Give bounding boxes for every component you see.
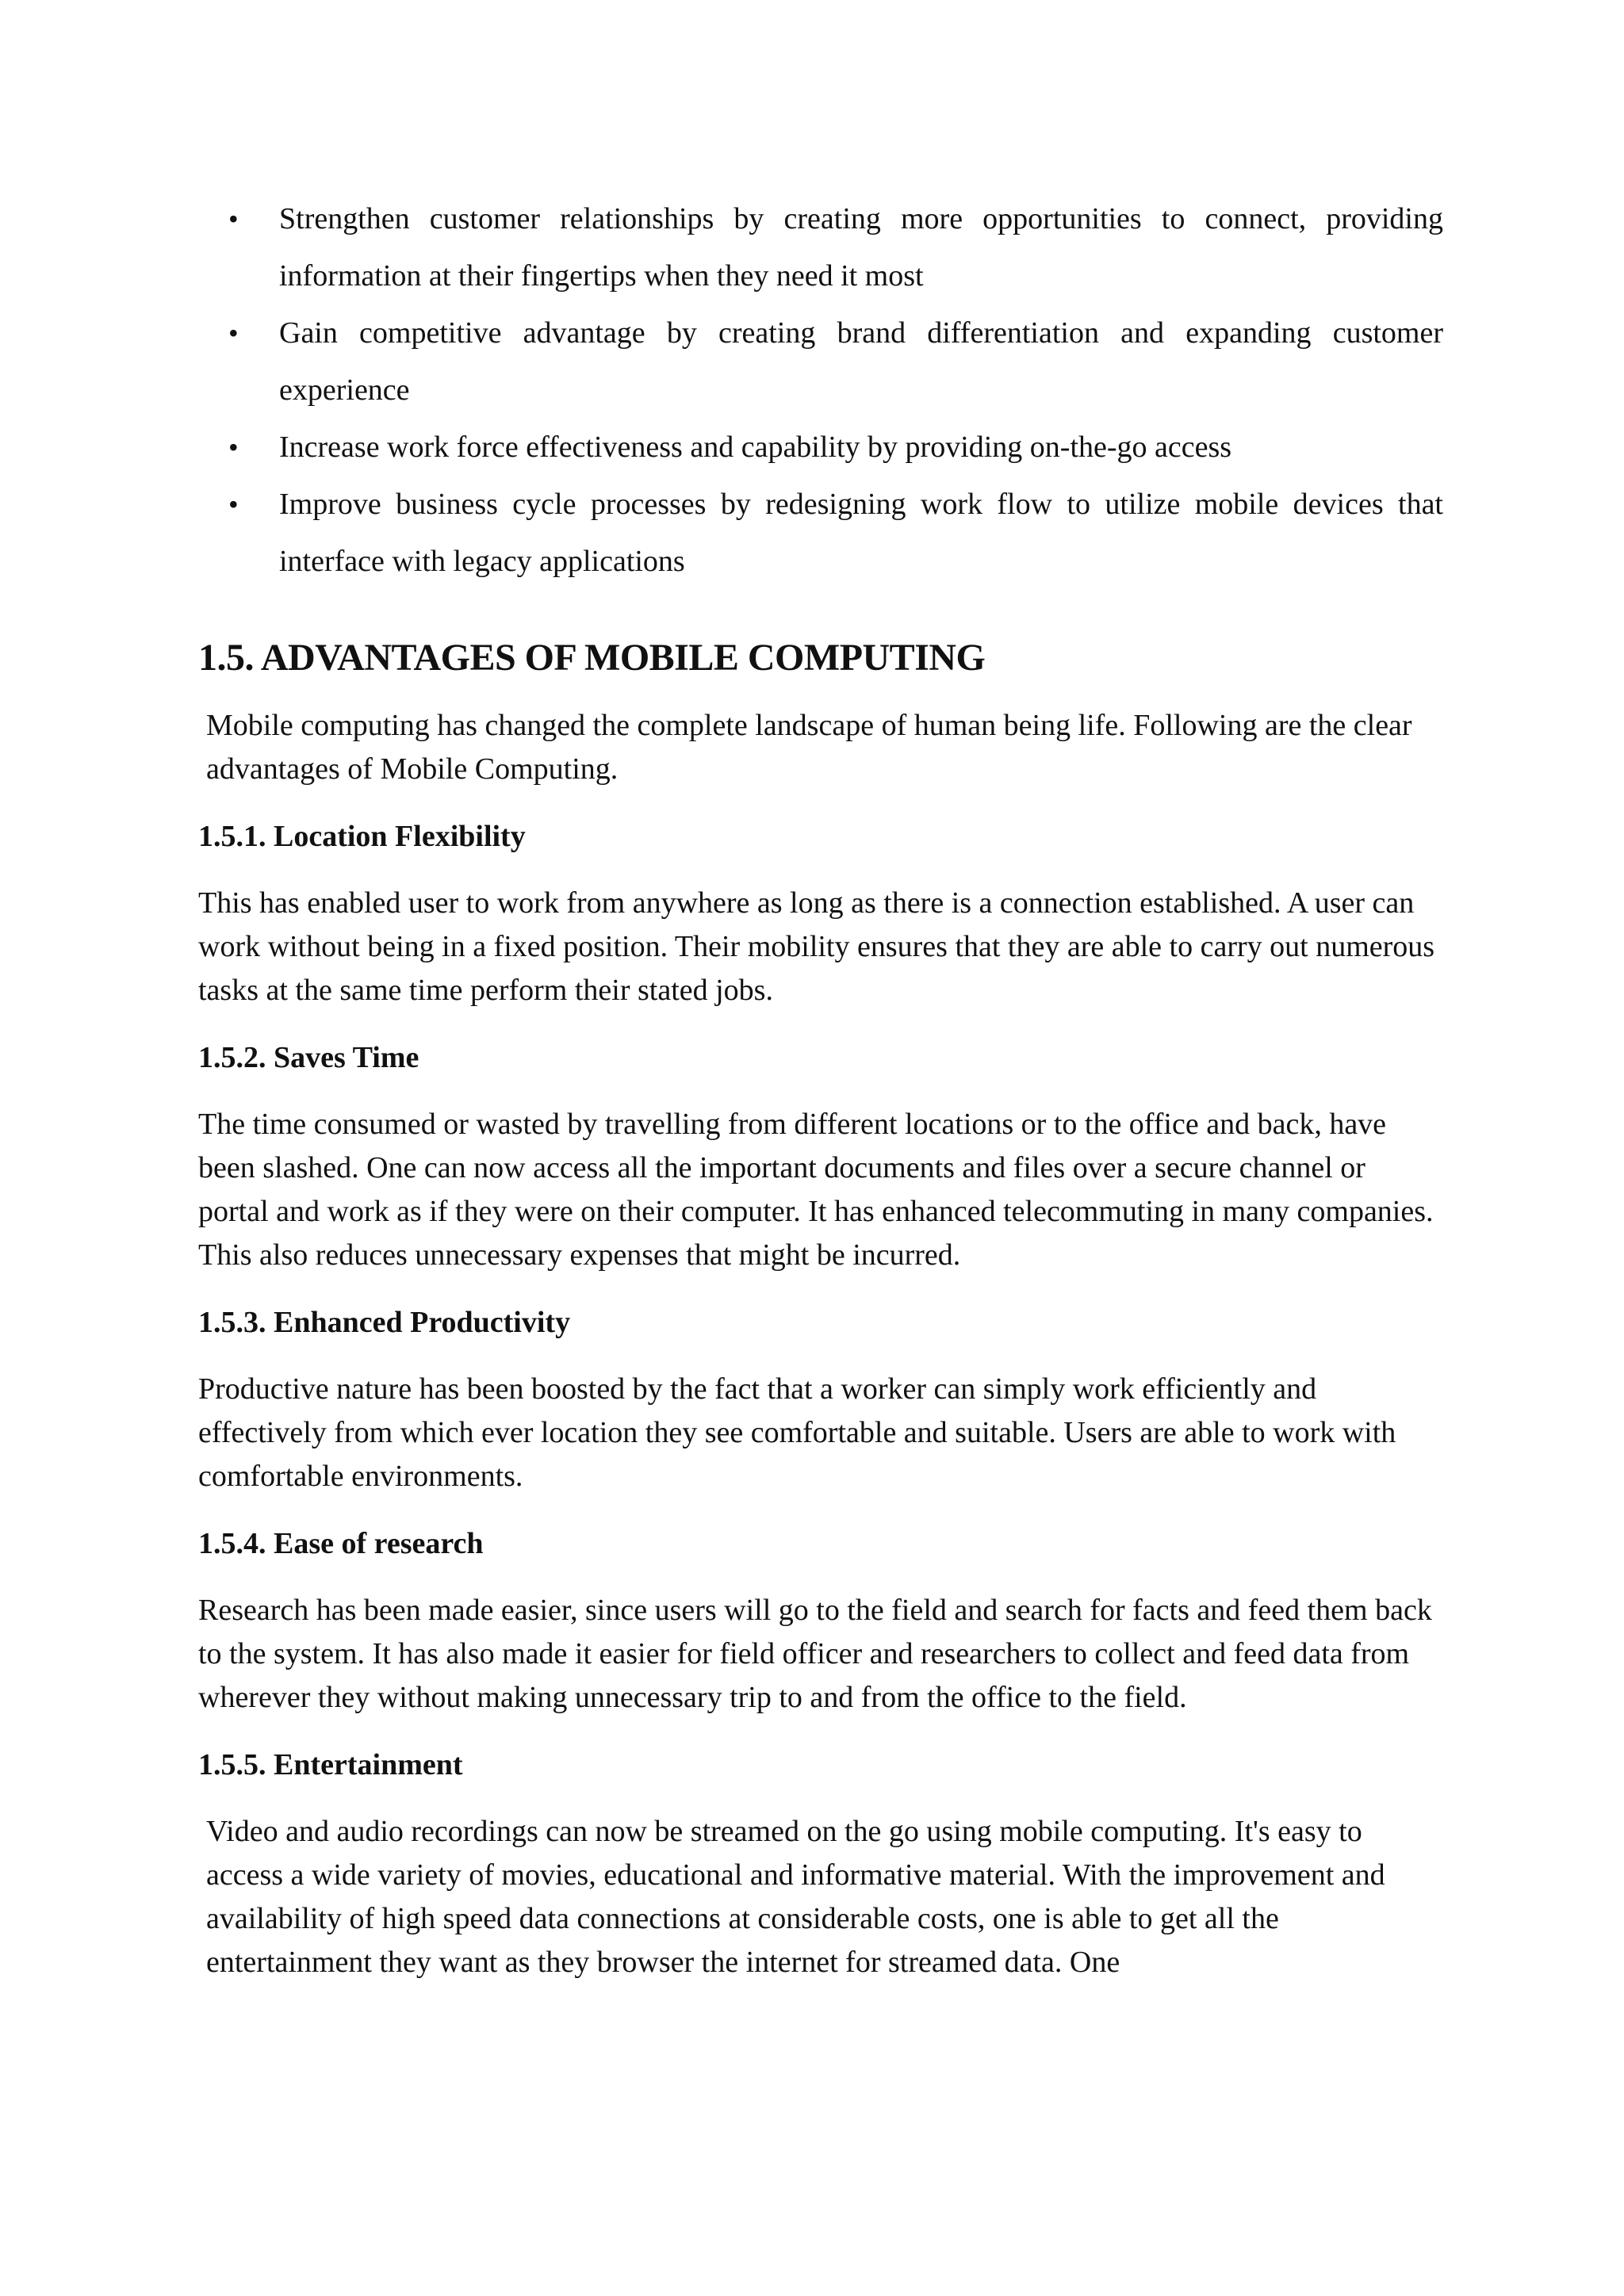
- section-intro-paragraph: Mobile computing has changed the complete landscape of human being life. Following are the clear advantages of Mobile Computing.: [206, 709, 1412, 786]
- document-page: [198, 190, 1443, 2010]
- bullet-item: [198, 476, 1443, 590]
- subsection-heading-location-flexibility: 1.5.1. Location Flexibility: [198, 820, 526, 853]
- subsection-paragraph-enhanced-productivity: Productive nature has been boosted by the fact that a worker can simply work efficiently and effectively from which ever location they see comfortable and suitable. Users are able to work with comfortable environments.: [198, 1372, 1396, 1493]
- bullet-glyph: •: [228, 488, 239, 520]
- subsection-paragraph-ease-of-research: Research has been made easier, since users will go to the field and search for facts and feed them back to the system. It has also made it easier for field officer and researchers to collect and feed data from wherever they without making unnecessary trip to and from the office to the field.: [198, 1594, 1432, 1714]
- subsection-paragraph-location-flexibility: This has enabled user to work from anywhere as long as there is a connection established. A user can work without being in a fixed position. Their mobility ensures that they are able to carry out numerous tasks at the same time perform their stated jobs.: [198, 886, 1435, 1007]
- bullet-text: Increase work force effectiveness and capability by providing on-the-go access: [279, 430, 1232, 464]
- bullet-item: [198, 419, 1443, 476]
- subsection-heading-saves-time: 1.5.2. Saves Time: [198, 1041, 419, 1074]
- subsection-paragraph-entertainment: Video and audio recordings can now be streamed on the go using mobile computing. It's easy to access a wide variety of movies, educational and informative material. With the improvement and availability of high speed data connections at considerable costs, one is able to get all the entertainment they want as they browser the internet for streamed data. One: [206, 1815, 1385, 1979]
- section-heading: 1.5. ADVANTAGES OF MOBILE COMPUTING: [198, 637, 986, 679]
- bullet-glyph: •: [228, 203, 239, 235]
- benefits-bullet-list: [198, 190, 1443, 590]
- bullet-item: [198, 304, 1443, 419]
- bullet-glyph: •: [228, 317, 239, 349]
- bullet-text: Strengthen customer relationships by creating more opportunities to connect, providing information at their fingertips when they need it most: [279, 202, 1443, 293]
- subsection-heading-enhanced-productivity: 1.5.3. Enhanced Productivity: [198, 1306, 571, 1339]
- bullet-glyph: •: [228, 431, 239, 463]
- subsection-heading-ease-of-research: 1.5.4. Ease of research: [198, 1527, 484, 1560]
- bullet-text: Gain competitive advantage by creating brand differentiation and expanding customer experience: [279, 316, 1443, 407]
- bullet-text: Improve business cycle processes by redesigning work flow to utilize mobile devices that interface with legacy applications: [279, 488, 1443, 578]
- subsection-heading-entertainment: 1.5.5. Entertainment: [198, 1748, 463, 1781]
- subsection-paragraph-saves-time: The time consumed or wasted by travelling from different locations or to the office and back, have been slashed. One can now access all the important documents and files over a secure channel or portal and work as if they were on their computer. It has enhanced telecommuting in many companies. This also reduces unnecessary expenses that might be incurred.: [198, 1108, 1434, 1272]
- bullet-item: [198, 190, 1443, 304]
